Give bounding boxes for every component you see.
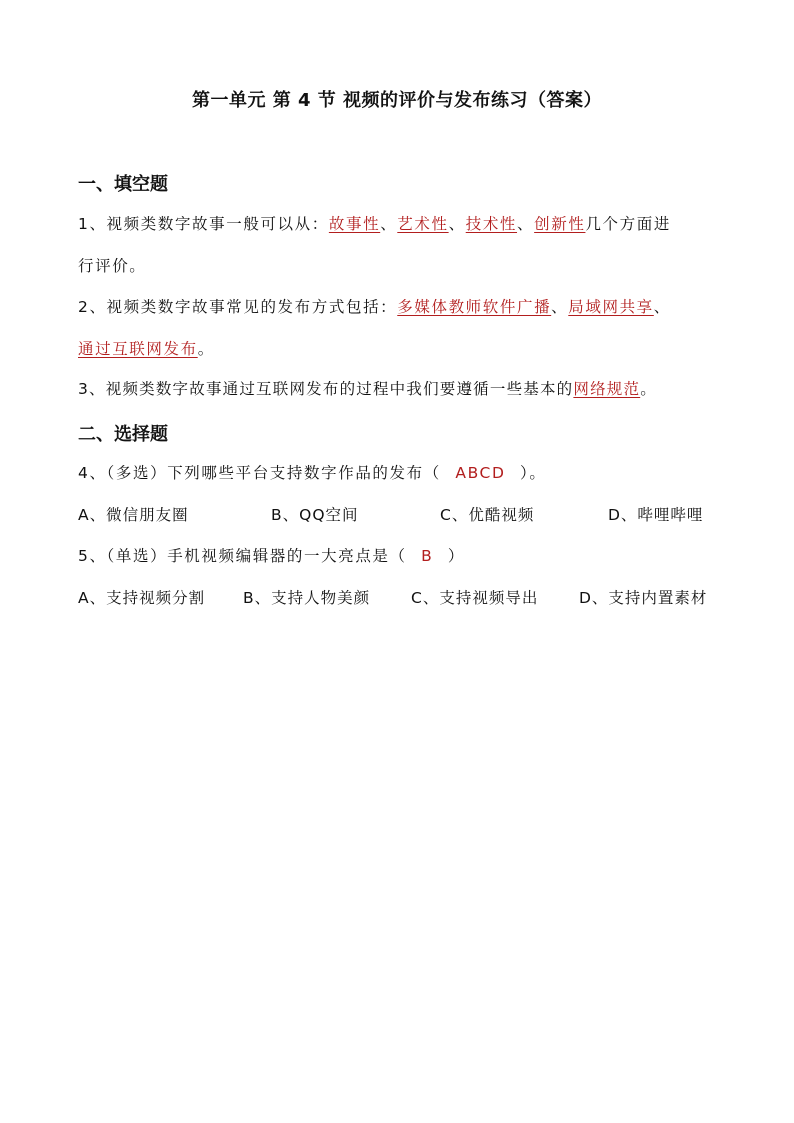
question-2-end: 。: [197, 340, 215, 358]
question-2-line-2: [78, 337, 215, 359]
separator: 、: [448, 215, 466, 233]
question-4-line: [78, 461, 546, 483]
answer-lan-sharing: 局域网共享: [568, 298, 654, 316]
answer-multimedia-broadcast: 多媒体教师软件广播: [397, 298, 552, 316]
question-5-text: 5、（单选）手机视频编辑器的一大亮点是（: [78, 547, 407, 565]
option-d: D、支持内置素材: [579, 589, 708, 607]
separator: 、: [517, 215, 535, 233]
question-4-options: [78, 503, 718, 527]
question-5-answer: B: [421, 547, 434, 565]
page-title: 第一单元 第 4 节 视频的评价与发布练习（答案）: [191, 90, 603, 111]
question-4-answer: ABCD: [455, 464, 506, 482]
question-4-text: 4、（多选）下列哪些平台支持数字作品的发布（: [78, 464, 441, 482]
answer-network-norms: 网络规范: [573, 380, 641, 398]
answer-artistry: 艺术性: [397, 215, 449, 233]
question-1-text: 1、视频类数字故事一般可以从：: [78, 215, 329, 233]
option-c: C、优酷视频: [440, 506, 535, 524]
question-3-text: 3、视频类数字故事通过互联网发布的过程中我们要遵循一些基本的: [78, 380, 574, 398]
question-2-text: 2、视频类数字故事常见的发布方式包括：: [78, 298, 398, 316]
question-2-line-1: [78, 295, 671, 317]
option-a: A、微信朋友圈: [78, 506, 189, 524]
answer-innovation: 创新性: [534, 215, 586, 233]
question-5-line: [78, 544, 465, 566]
question-5-suffix: ）: [447, 547, 466, 565]
option-d: D、哔哩哔哩: [608, 506, 704, 524]
separator: 、: [653, 298, 671, 316]
question-4-suffix: ）。: [520, 464, 547, 482]
question-1-suffix: 几个方面进: [585, 215, 671, 233]
question-1-line-1: [78, 212, 671, 234]
answer-storytelling: 故事性: [328, 215, 381, 233]
option-a: A、支持视频分割: [78, 589, 206, 607]
question-3-end: 。: [640, 380, 657, 398]
separator: 、: [380, 215, 398, 233]
section-heading-multiple-choice: 二、选择题: [78, 424, 168, 445]
answer-technicality: 技术性: [465, 215, 518, 233]
question-3-line: [78, 377, 657, 399]
option-b: B、QQ空间: [271, 506, 359, 524]
option-b: B、支持人物美颜: [243, 589, 371, 607]
option-c: C、支持视频导出: [411, 589, 539, 607]
answer-internet-publish: 通过互联网发布: [78, 340, 198, 358]
section-heading-fill-blank: 一、填空题: [78, 174, 168, 195]
separator: 、: [551, 298, 569, 316]
question-5-options: [78, 586, 728, 610]
question-1-line-2: 行评价。: [78, 257, 147, 275]
